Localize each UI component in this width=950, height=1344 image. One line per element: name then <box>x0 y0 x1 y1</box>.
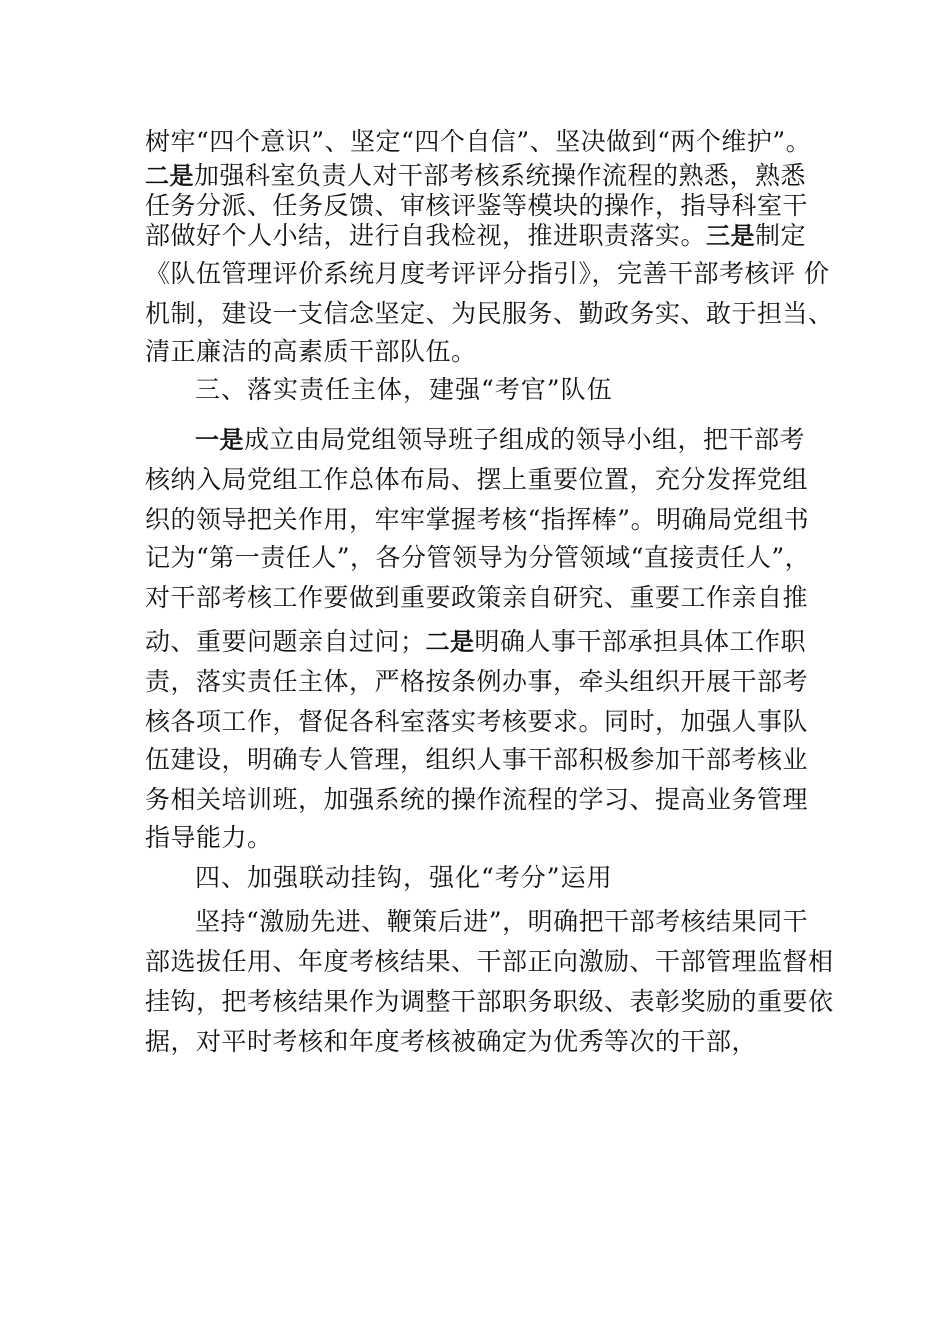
line-text: 动、重要问题亲自过问； <box>145 627 426 656</box>
emphasis-label: 三是 <box>706 222 756 250</box>
paragraph-line <box>145 462 845 498</box>
line-text: 树牢“四个意识”、坚定“四个自信”、坚决做到“两个维护”。 <box>145 127 812 156</box>
line-text: 伍建设，明确专人管理，组织人事干部积极参加干部考核业 <box>145 745 809 774</box>
paragraph-line <box>145 984 845 1020</box>
paragraph-line <box>145 540 845 576</box>
line-text: 任务分派、任务反馈、审核评鉴等模块的操作，指导科室干 <box>145 191 809 220</box>
section-heading <box>195 860 895 896</box>
paragraph-line <box>145 502 845 538</box>
line-text: 部选拔任用、年度考核结果、干部正向激励、干部管理监督相 <box>145 947 834 976</box>
line-text: 责，落实责任主体，严格按条例办事，牵头组织开展干部考 <box>145 667 809 696</box>
line-text: 核各项工作，督促各科室落实考核要求。同时，加强人事队 <box>145 707 809 736</box>
paragraph-line <box>145 664 845 700</box>
line-text: 核纳入局党组工作总体布局、摆上重要位置，充分发挥党组 <box>145 465 809 494</box>
line-text: 务相关培训班，加强系统的操作流程的学习、提高业务管理 <box>145 785 809 814</box>
paragraph-line <box>145 820 845 856</box>
paragraph-line <box>145 1024 845 1060</box>
paragraph-line <box>195 904 895 940</box>
paragraph-line <box>145 580 845 616</box>
line-text: 机制，建设一支信念坚定、为民服务、勤政务实、敢于担当、 <box>145 299 834 328</box>
line-text: 指导能力。 <box>145 823 273 852</box>
line-text: 对干部考核工作要做到重要政策亲自研究、重要工作亲自推 <box>145 583 809 612</box>
heading-text: 四、加强联动挂钩，强化“考分”运用 <box>195 863 613 892</box>
paragraph-line <box>145 334 845 370</box>
paragraph-line <box>145 296 845 332</box>
heading-text: 三、落实责任主体，建强“考官”队伍 <box>195 375 613 404</box>
line-text: 《队伍管理评价系统月度考评评分指引》，完善干部考核评 价 <box>145 259 830 288</box>
section-heading <box>195 372 895 408</box>
line-text: 部做好个人小结，进行自我检视，推进职责落实。 <box>145 221 707 250</box>
emphasis-label: 二是 <box>145 162 194 190</box>
line-text: 清正廉洁的高素质干部队伍。 <box>145 337 477 366</box>
emphasis-label: 二是 <box>425 628 475 656</box>
paragraph-line <box>145 742 845 778</box>
line-text: 挂钩，把考核结果作为调整干部职务职级、表彰奖励的重要依 <box>145 987 834 1016</box>
line-text: 织的领导把关作用，牢牢掌握考核“指挥棒”。明确局党组书 <box>145 505 810 534</box>
paragraph-line <box>195 422 895 458</box>
line-text: 制定 <box>755 221 807 250</box>
paragraph-line <box>145 218 845 254</box>
line-text: 坚持“激励先进、鞭策后进”，明确把干部考核结果同干 <box>195 907 809 936</box>
line-text: 成立由局党组领导班子组成的领导小组，把干部考 <box>244 425 806 454</box>
line-text: 记为“第一责任人”，各分管领导为分管领域“直接责任人”， <box>145 543 811 572</box>
paragraph-line <box>145 782 845 818</box>
line-text: 加强科室负责人对干部考核系统操作流程的熟悉，熟悉 <box>194 161 807 190</box>
line-text: 明确人事干部承担具体工作职 <box>474 627 807 656</box>
paragraph-line <box>145 124 845 160</box>
emphasis-label: 一是 <box>195 426 244 454</box>
paragraph-line <box>145 704 845 740</box>
line-text: 据，对平时考核和年度考核被确定为优秀等次的干部， <box>145 1027 758 1056</box>
paragraph-line <box>145 624 845 660</box>
paragraph-line <box>145 256 845 292</box>
paragraph-line <box>145 944 845 980</box>
